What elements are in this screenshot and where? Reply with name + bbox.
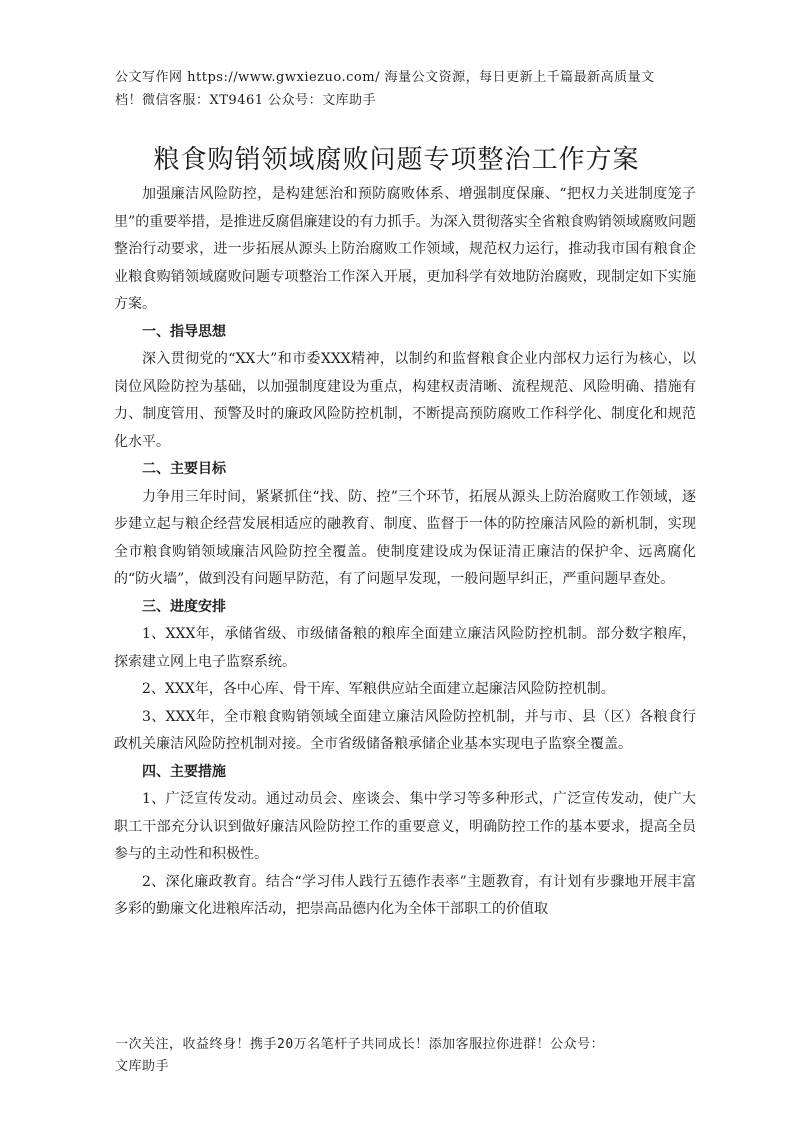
- section-paragraph: 1、XXX年，承储省级、市级储备粮的粮库全面建立廉洁风险防控机制。部分数字粮库，探索建立网上电子监察系统。: [114, 626, 696, 670]
- section-heading-schedule: 三、进度安排: [142, 598, 226, 615]
- header-line-1: 公文写作网 https://www.gwxiezuo.com/ 海量公文资源，每日更新上千篇最新高质量文: [115, 70, 655, 85]
- footer-line-1: 一次关注，收益终身！携手20万名笔杆子共同成长！添加客服拉你进群！公众号：: [115, 1037, 605, 1052]
- page-header: [115, 66, 715, 112]
- section-paragraph: 3、XXX年，全市粮食购销领域全面建立廉洁风险防控机制，并与市、县（区）各粮食行政机关廉洁风险防控机制对接。全市省级储备粮承储企业基本实现电子监察全覆盖。: [114, 708, 696, 752]
- intro-paragraph: 加强廉洁风险防控，是构建惩治和预防腐败体系、增强制度保廉、“把权力关进制度笼子里”的重要举措，是推进反腐倡廉建设的有力抓手。为深入贯彻落实全省粮食购销领域腐败问题整治行动要求，进一步拓展从源头上防治腐败工作领域，规范权力运行，推动我市国有粮食企业粮食购销领域腐败问题专项整治工作深入开展，更加科学有效地防治腐败，现制定如下实施方案。: [114, 186, 696, 312]
- page-footer: [115, 1034, 695, 1078]
- section-paragraph: 2、XXX年，各中心库、骨干库、军粮供应站全面建立起廉洁风险防控机制。: [142, 681, 615, 697]
- header-line-2: 档！微信客服：XT9461 公众号：文库助手: [115, 93, 377, 108]
- section-paragraph: 深入贯彻党的“XX大”和市委XXX精神，以制约和监督粮食企业内部权力运行为核心，以岗位风险防控为基础，以加强制度建设为重点，构建权责清晰、流程规范、风险明确、措施有力、制度管用、预警及时的廉政风险防控机制，不断提高预防腐败工作科学化、制度化和规范化水平。: [114, 351, 696, 450]
- section-paragraph: 1、广泛宣传发动。通过动员会、座谈会、集中学习等多种形式，广泛宣传发动，使广大职工干部充分认识到做好廉洁风险防控工作的重要意义，明确防控工作的基本要求，提高全员参与的主动性和积极性。: [114, 791, 696, 862]
- section-paragraph: 力争用三年时间，紧紧抓住“找、防、控”三个环节，拓展从源头上防治腐败工作领域，逐步建立起与粮企经营发展相适应的融教育、制度、监督于一体的防控廉洁风险的新机制，实现全市粮食购销领域廉洁风险防控全覆盖。使制度建设成为保证清正廉洁的保护伞、远离腐化的“防火墙”，做到没有问题早防范，有了问题早发现，一般问题早纠正，严重问题早查处。: [114, 488, 696, 587]
- section-heading-main-goals: 二、主要目标: [142, 461, 226, 477]
- document-title: 粮食购销领域腐败问题专项整治工作方案: [153, 145, 640, 175]
- section-heading-main-measures: 四、主要措施: [142, 763, 226, 780]
- footer-line-2: 文库助手: [115, 1059, 170, 1074]
- document-body: [114, 181, 696, 924]
- section-paragraph: 2、深化廉政教育。结合“学习伟人践行五德作表率”主题教育，有计划有步骤地开展丰富多彩的勤廉文化进粮库活动，把崇高品德内化为全体干部职工的价值取: [114, 873, 696, 917]
- section-heading-guiding-ideology: 一、指导思想: [142, 323, 226, 340]
